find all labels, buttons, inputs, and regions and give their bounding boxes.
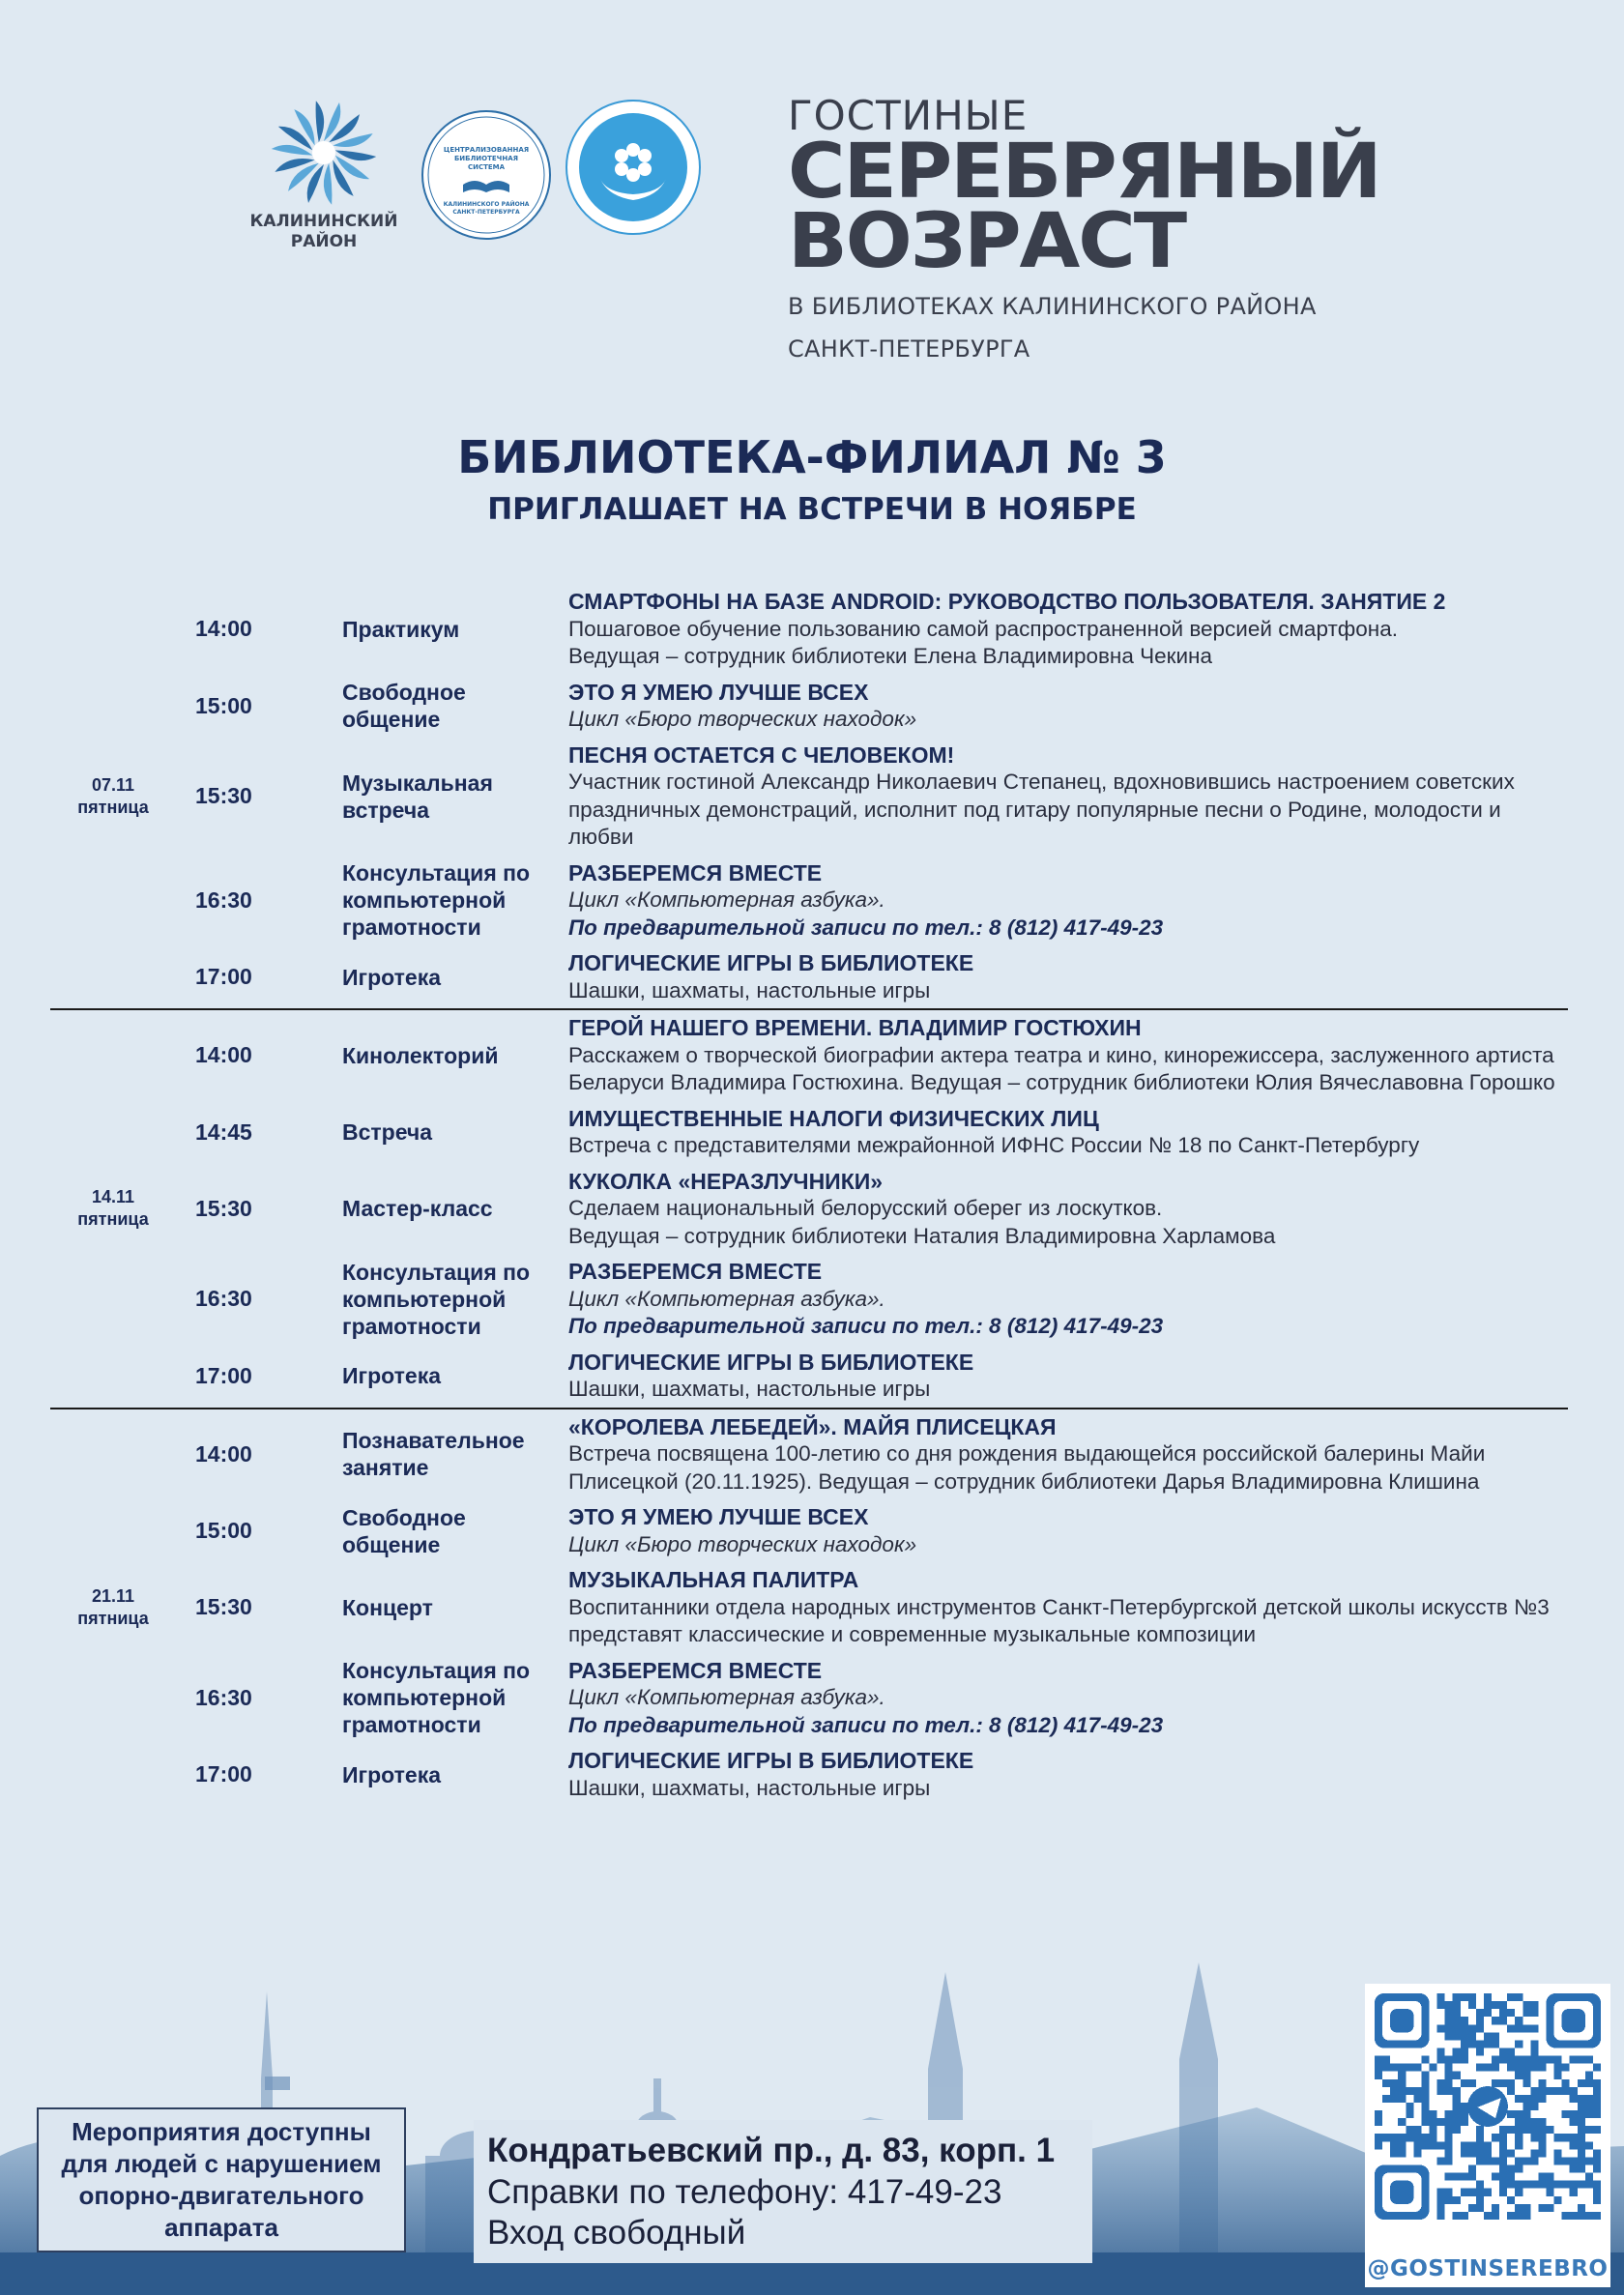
day-label <box>50 1186 176 1231</box>
event-type: Кинолекторий <box>342 1042 499 1068</box>
event-time: 17:00 <box>195 964 252 989</box>
event-series: Цикл «Компьютерная азбука». <box>568 1286 885 1311</box>
district-label-line: РАЙОН <box>290 232 358 251</box>
event-title: ЛОГИЧЕСКИЕ ИГРЫ В БИБЛИОТЕКЕ <box>568 1748 974 1773</box>
event-time: 14:00 <box>195 1440 252 1467</box>
event-phone-note: По предварительной записи по тел.: 8 (812) 417-49-23 <box>568 1712 1164 1737</box>
event-type: Познавательное занятие <box>342 1428 525 1481</box>
event-type: Встреча <box>342 1119 433 1145</box>
event-time: 14:00 <box>195 616 252 642</box>
event-time: 15:30 <box>195 1195 252 1221</box>
event-time: 16:30 <box>195 1684 252 1710</box>
day-block <box>50 584 1568 1010</box>
event-row <box>50 1345 1568 1408</box>
phone-info: Справки по телефону: 417-49-23 <box>487 2173 1002 2211</box>
event-row <box>50 1010 1568 1101</box>
event-type: Мастер-класс <box>342 1196 493 1222</box>
event-row <box>50 945 1568 1008</box>
event-body <box>568 1657 1568 1740</box>
kalininsky-district-logo <box>246 100 401 252</box>
event-body <box>568 1014 1568 1097</box>
qr-code-icon <box>1375 1993 1601 2220</box>
event-type: Игротека <box>342 964 441 990</box>
event-time: 17:00 <box>195 1362 252 1388</box>
telegram-handle[interactable]: @GOSTINSEREBRO <box>1367 2256 1609 2281</box>
event-type: Свободное общение <box>342 1504 466 1557</box>
event-body <box>568 1349 1568 1404</box>
event-type: Музыкальная встреча <box>342 770 493 823</box>
flag-icon <box>265 2077 290 2090</box>
event-type: Игротека <box>342 1761 441 1787</box>
event-time: 15:30 <box>195 783 252 808</box>
event-row <box>50 1562 1568 1653</box>
day-date: 07.11 <box>91 774 135 795</box>
event-series: Цикл «Компьютерная азбука». <box>568 887 885 912</box>
day-block <box>50 1010 1568 1409</box>
event-body <box>568 1168 1568 1251</box>
event-description: Пошаговое обучение пользованию самой распространенной версией смартфона. <box>568 616 1398 641</box>
accessibility-note: Мероприятия доступны для людей с нарушением опорно-двигательного аппарата <box>37 2107 406 2252</box>
cbs-seal-text: САНКТ-ПЕТЕРБУРГА <box>452 209 520 216</box>
cbs-seal-text: КАЛИНИНСКОГО РАЙОНА <box>443 201 530 208</box>
brand-top: ГОСТИНЫЕ <box>788 92 1029 139</box>
district-emblem-icon <box>271 100 377 206</box>
event-description: Ведущая – сотрудник библиотеки Елена Владимировна Чекина <box>568 644 1212 668</box>
event-body <box>568 741 1568 852</box>
event-description: Встреча с представителями межрайонной ИФНС России № 18 по Санкт-Петербургу <box>568 1133 1420 1157</box>
event-title: ЭТО Я УМЕЮ ЛУЧШЕ ВСЕХ <box>568 1504 869 1529</box>
event-time: 14:45 <box>195 1118 252 1145</box>
event-title: МУЗЫКАЛЬНАЯ ПАЛИТРА <box>568 1567 859 1592</box>
event-body <box>568 1413 1568 1496</box>
event-row <box>50 1101 1568 1164</box>
event-title: ГЕРОЙ НАШЕГО ВРЕМЕНИ. ВЛАДИМИР ГОСТЮХИН <box>568 1015 1142 1040</box>
event-row <box>50 584 1568 675</box>
event-title: ИМУЩЕСТВЕННЫЕ НАЛОГИ ФИЗИЧЕСКИХ ЛИЦ <box>568 1105 1099 1131</box>
event-time: 14:00 <box>195 1042 252 1068</box>
event-description: Шашки, шахматы, настольные игры <box>568 1775 931 1800</box>
day-label <box>50 774 176 819</box>
qr-code[interactable] <box>1365 1984 1610 2287</box>
event-series: Цикл «Бюро творческих находок» <box>568 1531 917 1556</box>
event-body <box>568 1566 1568 1649</box>
event-row <box>50 675 1568 738</box>
event-title: СМАРТФОНЫ НА БАЗЕ ANDROID: РУКОВОДСТВО ПОЛЬЗОВАТЕЛЯ. ЗАНЯТИЕ 2 <box>568 589 1446 614</box>
event-title: ЛОГИЧЕСКИЕ ИГРЫ В БИБЛИОТЕКЕ <box>568 950 974 975</box>
day-weekday: пятница <box>77 1209 149 1230</box>
event-body <box>568 1258 1568 1341</box>
event-description: Воспитанники отдела народных инструментов Санкт-Петербургской детской школы искусств №3 представят классические и современные музыкальные композиции <box>568 1594 1550 1646</box>
event-title: «КОРОЛЕВА ЛЕБЕДЕЙ». МАЙЯ ПЛИСЕЦКАЯ <box>568 1413 1057 1439</box>
event-type: Свободное общение <box>342 680 466 732</box>
event-phone-note: По предварительной записи по тел.: 8 (812) 417-49-23 <box>568 1314 1164 1338</box>
event-title: ПЕСНЯ ОСТАЕТСЯ С ЧЕЛОВЕКОМ! <box>568 741 955 768</box>
brand-city: САНКТ-ПЕТЕРБУРГА <box>788 335 1030 363</box>
day-weekday: пятница <box>77 797 149 817</box>
event-title: КУКОЛКА «НЕРАЗЛУЧНИКИ» <box>568 1168 884 1194</box>
day-label <box>50 1585 176 1630</box>
entry-info: Вход свободный <box>487 2214 746 2251</box>
event-type: Консультация по компьютерной грамотности <box>342 860 531 941</box>
day-weekday: пятница <box>77 1608 149 1628</box>
event-description: Встреча посвящена 100-летию со дня рождения выдающейся российской балерины Майи Плисецкой (20.11.1925). Ведущая – сотрудник библиотеки Дарья Владимировна Клишина <box>568 1441 1486 1494</box>
event-time: 15:00 <box>195 1518 252 1543</box>
event-body <box>568 1747 1568 1802</box>
page-subtitle: ПРИГЛАШАЕТ НА ВСТРЕЧИ В НОЯБРЕ <box>487 492 1137 527</box>
event-type: Консультация по компьютерной грамотности <box>342 1658 531 1738</box>
event-row <box>50 1743 1568 1806</box>
event-type: Концерт <box>342 1594 433 1620</box>
event-row <box>50 1164 1568 1255</box>
event-body <box>568 859 1568 943</box>
event-time: 17:00 <box>195 1761 252 1787</box>
event-description: Участник гостиной Александр Николаевич Степанец, вдохновившись настроением советских праздничных демонстраций, исполнит под гитару популярные песни о Родине, молодости и любви <box>568 770 1515 849</box>
event-body <box>568 1105 1568 1160</box>
address: Кондратьевский пр., д. 83, корп. 1 <box>487 2132 1056 2169</box>
brand-block <box>788 92 1380 363</box>
logos <box>246 92 730 295</box>
event-series: Цикл «Бюро творческих находок» <box>568 707 917 731</box>
district-label-line: КАЛИНИНСКИЙ <box>249 212 398 231</box>
page-title: БИБЛИОТЕКА-ФИЛИАЛ № 3 <box>457 431 1167 483</box>
event-type: Консультация по компьютерной грамотности <box>342 1259 531 1339</box>
event-title: ЛОГИЧЕСКИЕ ИГРЫ В БИБЛИОТЕКЕ <box>568 1349 974 1375</box>
event-type: Практикум <box>342 616 460 642</box>
event-title: РАЗБЕРЕМСЯ ВМЕСТЕ <box>568 1657 823 1683</box>
event-description: Шашки, шахматы, настольные игры <box>568 1377 931 1401</box>
event-series: Цикл «Компьютерная азбука». <box>568 1685 885 1709</box>
event-row <box>50 856 1568 946</box>
event-time: 16:30 <box>195 1286 252 1312</box>
event-description: Шашки, шахматы, настольные игры <box>568 977 931 1002</box>
event-row <box>50 1653 1568 1744</box>
event-body <box>568 588 1568 671</box>
event-row <box>50 738 1568 856</box>
event-title: РАЗБЕРЕМСЯ ВМЕСТЕ <box>568 859 823 886</box>
event-time: 15:00 <box>195 692 252 718</box>
event-body <box>568 949 1568 1004</box>
event-row <box>50 1409 1568 1500</box>
event-description: Сделаем национальный белорусский оберег из лоскутков. <box>568 1196 1163 1220</box>
event-title: ЭТО Я УМЕЮ ЛУЧШЕ ВСЕХ <box>568 679 869 705</box>
event-phone-note: По предварительной записи по тел.: 8 (812) 417-49-23 <box>568 915 1164 940</box>
social-center-seal <box>566 100 701 240</box>
brand-subtitle: В БИБЛИОТЕКАХ КАЛИНИНСКОГО РАЙОНА <box>788 293 1317 320</box>
brand-line1: СЕРЕБРЯНЫЙ <box>788 129 1380 216</box>
event-row <box>50 1499 1568 1562</box>
day-block <box>50 1409 1568 1807</box>
cbs-seal <box>420 109 552 246</box>
cbs-seal-text: БИБЛИОТЕЧНАЯ <box>453 155 519 162</box>
event-body <box>568 679 1568 734</box>
event-type: Игротека <box>342 1363 441 1388</box>
event-time: 15:30 <box>195 1594 252 1620</box>
event-description: Расскажем о творческой биографии актера театра и кино, кинорежиссера, заслуженного артиста Беларуси Владимира Гостюхина. Ведущая – сотрудник библиотеки Юлия Вячеславовна Горошко <box>568 1042 1555 1094</box>
event-body <box>568 1503 1568 1558</box>
cbs-seal-text: ЦЕНТРАЛИЗОВАННАЯ <box>443 146 530 154</box>
address-box <box>474 2120 1092 2263</box>
schedule-table <box>50 584 1568 1806</box>
brand-line2: ВОЗРАСТ <box>788 198 1185 285</box>
cbs-seal-text: СИСТЕМА <box>467 163 506 171</box>
event-row <box>50 1254 1568 1345</box>
day-date: 14.11 <box>91 1187 135 1207</box>
title-block <box>0 430 1624 529</box>
event-time: 16:30 <box>195 886 252 913</box>
event-title: РАЗБЕРЕМСЯ ВМЕСТЕ <box>568 1259 823 1284</box>
event-description: Ведущая – сотрудник библиотеки Наталия Владимировна Харламова <box>568 1223 1276 1248</box>
day-date: 21.11 <box>91 1585 135 1606</box>
